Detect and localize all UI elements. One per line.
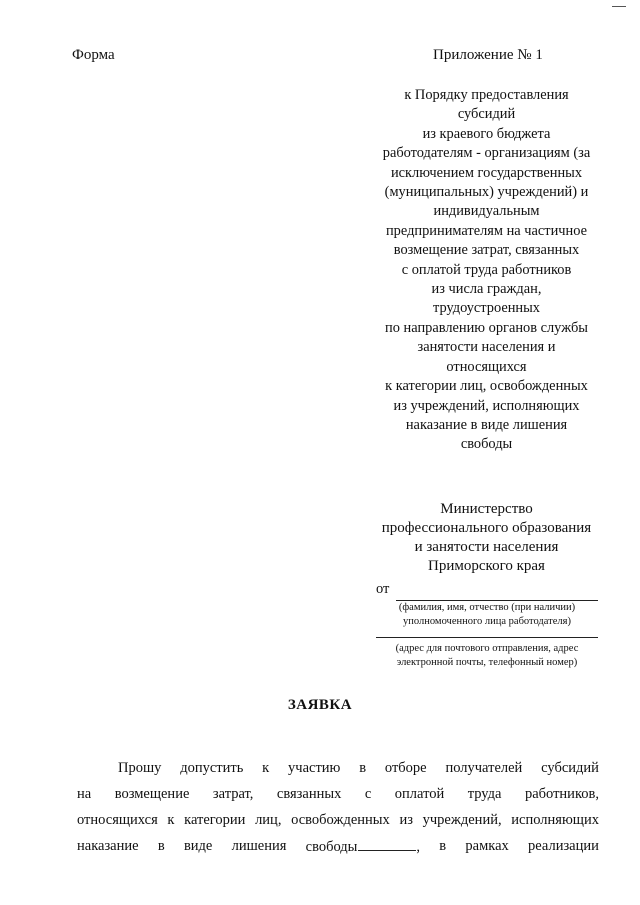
word: свободы xyxy=(305,839,358,855)
word: затрат, xyxy=(212,786,254,802)
appendix-line: работодателям - организациям (за xyxy=(382,145,591,162)
word: возмещение xyxy=(114,786,190,802)
word: учреждений, xyxy=(422,812,502,828)
word: с xyxy=(364,786,372,802)
word: на xyxy=(77,786,92,802)
term-blank-field[interactable] xyxy=(358,838,416,851)
appendix-line: трудоустроенных xyxy=(433,300,540,317)
word: к xyxy=(167,812,175,828)
appendix-line: исключением государственных xyxy=(390,164,583,181)
word: участию xyxy=(288,760,341,776)
word: из xyxy=(399,812,413,828)
word: рамках xyxy=(465,838,509,854)
word: в xyxy=(157,838,165,854)
word: категории xyxy=(184,812,246,828)
appendix-line: индивидуальным xyxy=(433,203,540,220)
word-with-blank xyxy=(306,838,420,856)
appendix-line: (муниципальных) учреждений) и xyxy=(384,184,589,201)
hint-line: электронной почты, телефонный номер) xyxy=(396,657,578,668)
word: освобожденных xyxy=(291,812,390,828)
body-line-2 xyxy=(77,786,599,803)
appendix-line: по направлению органов службы xyxy=(385,319,588,336)
word: связанных xyxy=(276,786,342,802)
word: лишения xyxy=(231,838,287,854)
word: к xyxy=(262,760,270,776)
appendix-title: Приложение № 1 xyxy=(433,47,543,63)
appendix-line: наказание в виде лишения xyxy=(405,416,568,433)
corner-mark xyxy=(612,6,626,7)
word: получателей xyxy=(445,760,523,776)
addressee-line: Приморского края xyxy=(428,558,545,574)
word: в xyxy=(439,838,447,854)
word: отборе xyxy=(384,760,427,776)
word: допустить xyxy=(180,760,244,776)
word: реализации xyxy=(528,838,599,854)
addressee-line: профессионального образования xyxy=(381,520,592,536)
appendix-line: занятости населения и xyxy=(417,339,556,356)
appendix-text xyxy=(364,86,609,455)
applicant-address-hint xyxy=(376,642,598,670)
appendix-line: относящихся xyxy=(446,358,527,375)
word: виде xyxy=(183,838,213,854)
word: оплатой xyxy=(394,786,445,802)
addressee-line: Министерство xyxy=(440,501,533,517)
appendix-line: субсидий xyxy=(457,106,516,123)
addressee-block xyxy=(364,500,609,576)
body-line-3 xyxy=(77,812,599,829)
hint-line: (фамилия, имя, отчество (при наличии) xyxy=(398,602,576,613)
hint-line: (адрес для почтового отправления, адрес xyxy=(395,643,579,654)
applicant-address-field[interactable] xyxy=(376,637,598,638)
addressee-line: и занятости населения xyxy=(414,539,559,555)
appendix-line: к Порядку предоставления xyxy=(404,87,569,103)
word: в xyxy=(359,760,367,776)
word: исполняющих xyxy=(511,812,599,828)
appendix-line: к категории лиц, освобожденных xyxy=(385,378,588,395)
word: Прошу xyxy=(118,760,162,776)
appendix-line: возмещение затрат, связанных xyxy=(393,242,580,259)
appendix-line: предпринимателям на частичное xyxy=(385,222,587,239)
body-line-4 xyxy=(77,838,599,856)
word: относящихся xyxy=(77,812,158,828)
word: , xyxy=(416,839,421,855)
appendix-line: с оплатой труда работников xyxy=(401,261,572,278)
word: лиц, xyxy=(255,812,282,828)
from-row xyxy=(376,581,598,602)
appendix-line: из учреждений, исполняющих xyxy=(393,397,580,414)
hint-line: уполномоченного лица работодателя) xyxy=(403,616,571,627)
appendix-line: из числа граждан, xyxy=(431,281,542,298)
appendix-line: свободы xyxy=(460,436,513,453)
applicant-name-hint xyxy=(376,601,598,629)
document-title: ЗАЯВКА xyxy=(287,697,353,713)
body-line-1 xyxy=(118,760,599,777)
word: наказание xyxy=(77,838,139,854)
word: работников, xyxy=(524,786,599,802)
from-label: от xyxy=(376,581,390,597)
appendix-line: из краевого бюджета xyxy=(422,125,551,142)
word: труда xyxy=(467,786,502,802)
word: субсидий xyxy=(541,760,599,776)
form-label: Форма xyxy=(72,47,115,63)
